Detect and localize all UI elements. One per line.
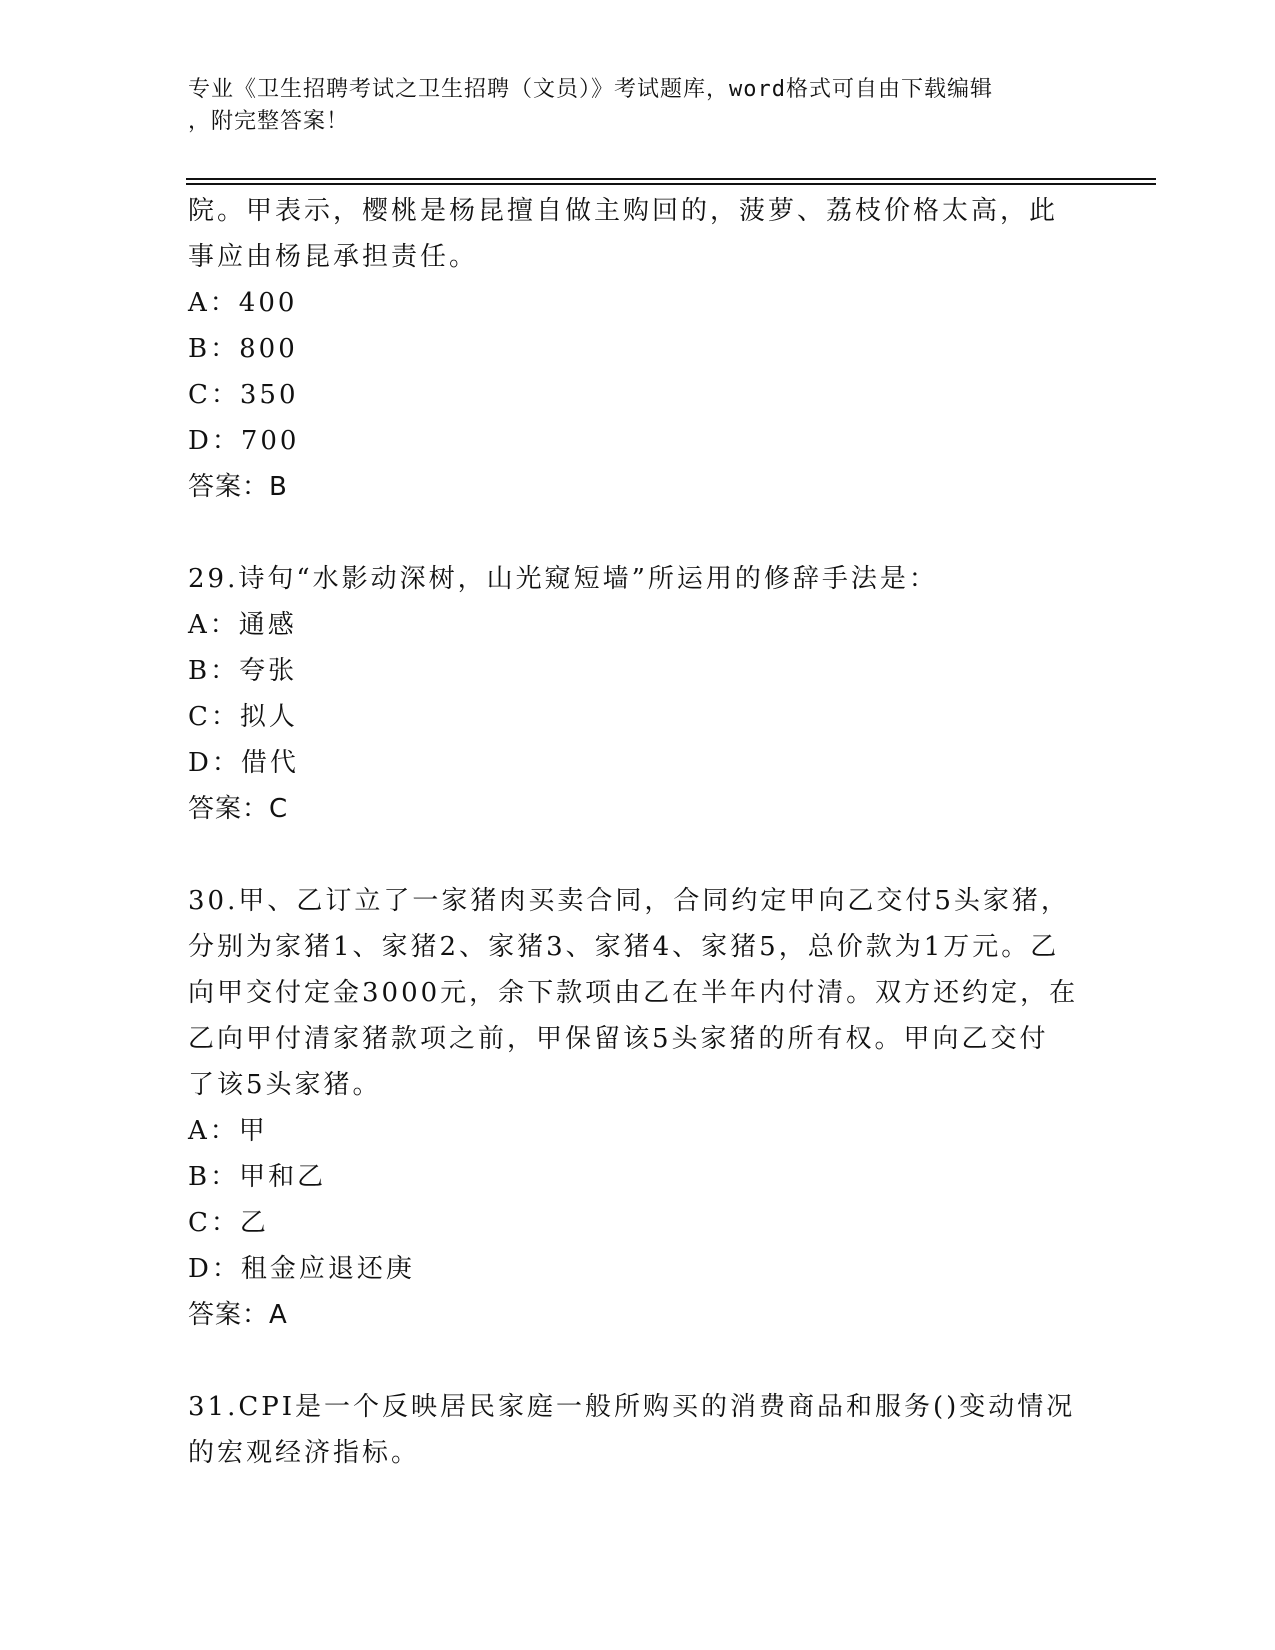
answer-line: 答案：A bbox=[188, 1300, 288, 1330]
question-list bbox=[188, 188, 1088, 1476]
document-header bbox=[188, 74, 1068, 138]
question-stem-line: 29.诗句“水影动深树，山光窥短墙”所运用的修辞手法是： bbox=[188, 564, 938, 594]
header-line-2: ，附完整答案！ bbox=[188, 109, 350, 134]
question-30 bbox=[188, 878, 1088, 1338]
option-b: B：800 bbox=[188, 334, 298, 364]
option-b: B：夸张 bbox=[188, 656, 298, 686]
question-stem-line: 分别为家猪1、家猪2、家猪3、家猪4、家猪5，总价款为1万元。乙 bbox=[188, 932, 1060, 962]
question-29 bbox=[188, 556, 1088, 832]
question-stem-line: 向甲交付定金3000元，余下款项由乙在半年内付清。双方还约定，在 bbox=[188, 978, 1079, 1008]
option-c: C：乙 bbox=[188, 1208, 269, 1238]
option-d: D：700 bbox=[188, 426, 300, 456]
question-stem-line: 了该5头家猪。 bbox=[188, 1070, 382, 1100]
question-spacer bbox=[188, 510, 1088, 556]
header-divider-bottom bbox=[186, 183, 1156, 185]
question-28 bbox=[188, 188, 1088, 510]
question-stem-line: 院。甲表示，樱桃是杨昆擅自做主购回的，菠萝、荔枝价格太高，此 bbox=[188, 196, 1059, 226]
option-c: C：拟人 bbox=[188, 702, 298, 732]
option-c: C：350 bbox=[188, 380, 299, 410]
question-stem-line: 乙向甲付清家猪款项之前，甲保留该5头家猪的所有权。甲向乙交付 bbox=[188, 1024, 1049, 1054]
question-stem-line: 的宏观经济指标。 bbox=[188, 1438, 421, 1468]
question-stem-line: 31.CPI是一个反映居民家庭一般所购买的消费商品和服务()变动情况 bbox=[188, 1392, 1076, 1422]
answer-line: 答案：C bbox=[188, 794, 289, 824]
option-d: D：租金应退还庚 bbox=[188, 1254, 415, 1284]
option-a: A：通感 bbox=[188, 610, 297, 640]
option-d: D：借代 bbox=[188, 748, 299, 778]
header-divider-top bbox=[186, 178, 1156, 180]
question-spacer bbox=[188, 1338, 1088, 1384]
question-spacer bbox=[188, 832, 1088, 878]
answer-line: 答案：B bbox=[188, 472, 288, 502]
question-31 bbox=[188, 1384, 1088, 1476]
option-a: A：甲 bbox=[188, 1116, 268, 1146]
option-a: A：400 bbox=[188, 288, 298, 318]
question-stem-line: 事应由杨昆承担责任。 bbox=[188, 242, 479, 272]
header-line-1: 专业《卫生招聘考试之卫生招聘（文员）》考试题库，word格式可自由下载编辑 bbox=[188, 77, 993, 102]
question-stem-line: 30.甲、乙订立了一家猪肉买卖合同，合同约定甲向乙交付5头家猪， bbox=[188, 886, 1070, 916]
option-b: B：甲和乙 bbox=[188, 1162, 327, 1192]
